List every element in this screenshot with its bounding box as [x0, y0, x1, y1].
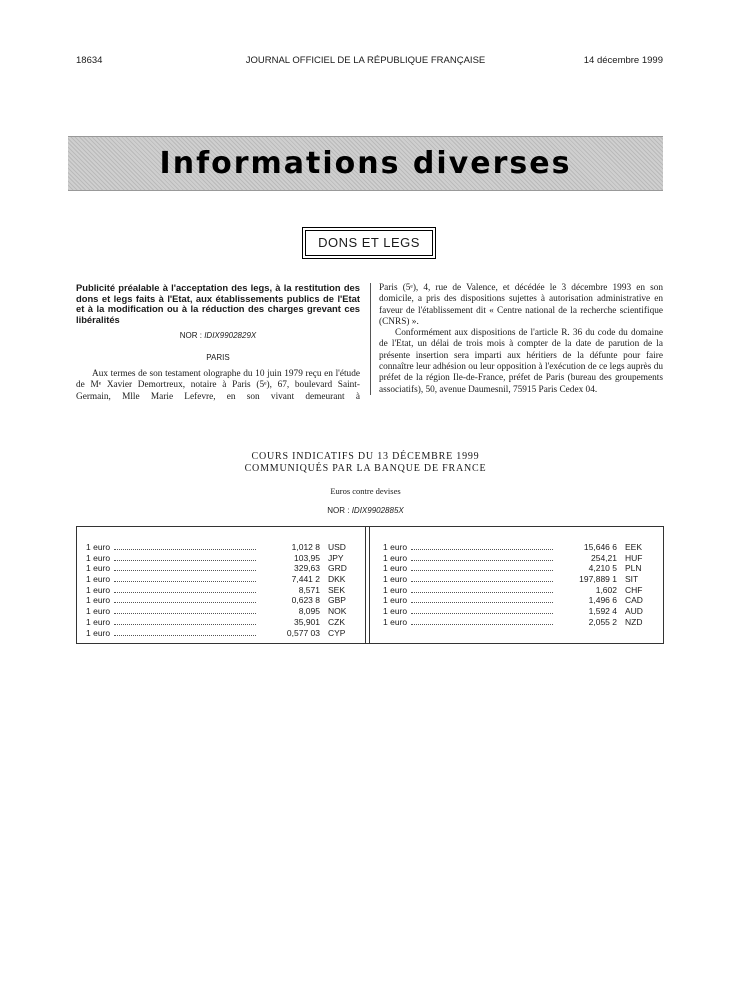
- rates-heading: [0, 451, 731, 475]
- exchange-rates-table: [76, 526, 664, 644]
- nor-code: IDIX9902885X: [351, 506, 404, 515]
- article-paragraph-2: Paris (5ᵉ), 4, rue de Valence, et décédée le 3 décembre 1993 en son domicile, a pris des dispositions sujettes à autorisation administrative en faveur de l'établissement dit « Centre national de la recherche scientifique (CNRS) ».: [379, 283, 663, 327]
- rate-value: 35,901: [294, 616, 320, 627]
- currency-code: EEK: [625, 542, 643, 552]
- rate-label: 1 euro: [383, 552, 408, 563]
- rate-label: 1 euro: [86, 627, 111, 638]
- rate-row: [383, 542, 655, 553]
- currency-code: GRD: [328, 563, 347, 574]
- currency-code: CHF: [625, 584, 643, 595]
- currency-code: PLN: [625, 563, 642, 574]
- rate-label: 1 euro: [86, 563, 111, 574]
- rates-nor: [0, 506, 731, 515]
- currency-code: JPY: [328, 552, 344, 563]
- leader-dots: [114, 624, 256, 625]
- article-nor: [76, 330, 360, 341]
- rate-value: 254,21: [591, 552, 617, 563]
- leader-dots: [114, 592, 256, 593]
- currency-code: HUF: [625, 552, 643, 563]
- leader-dots: [114, 602, 256, 603]
- rate-row: [383, 617, 655, 628]
- rate-value: 0,577 03: [286, 627, 320, 638]
- leader-dots: [114, 560, 256, 561]
- leader-dots: [411, 581, 553, 582]
- currency-code: AUD: [625, 606, 643, 617]
- currency-code: CYP: [328, 627, 346, 638]
- currency-code: GBP: [328, 595, 346, 606]
- rate-value: 1,592 4: [588, 606, 617, 617]
- rate-row: [383, 574, 655, 585]
- rate-label: 1 euro: [383, 616, 408, 627]
- rate-label: 1 euro: [383, 574, 408, 585]
- currency-code: NZD: [625, 616, 643, 627]
- rate-label: 1 euro: [86, 542, 111, 552]
- section-banner: [68, 136, 663, 191]
- rate-value: 197,889 1: [579, 574, 617, 585]
- rate-label: 1 euro: [383, 606, 408, 617]
- rate-value: 1,012 8: [291, 542, 320, 552]
- rate-value: 7,441 2: [291, 574, 320, 585]
- leader-dots: [411, 570, 553, 571]
- rates-column-left: [86, 542, 358, 638]
- rate-label: 1 euro: [86, 606, 111, 617]
- column-divider: [370, 283, 371, 395]
- leader-dots: [411, 592, 553, 593]
- currency-code: DKK: [328, 574, 346, 585]
- rate-row: [86, 574, 358, 585]
- rate-label: 1 euro: [86, 595, 111, 606]
- article-paragraph-1: Aux termes de son testament olographe du 10 juin 1979 reçu en l'étude de Mᵉ Xavier Demortreux, notaire à Paris (5ᵉ), 67, boulevard Saint-Germain, Mlle Marie Lefevre, en son vivant demeurant à: [76, 368, 360, 402]
- rate-label: 1 euro: [86, 552, 111, 563]
- rate-row: [86, 595, 358, 606]
- leader-dots: [114, 613, 256, 614]
- rate-label: 1 euro: [86, 616, 111, 627]
- rate-row: [86, 553, 358, 564]
- section-heading-box: [305, 230, 433, 256]
- rate-row: [383, 553, 655, 564]
- rate-value: 15,646 6: [583, 542, 617, 552]
- currency-code: CAD: [625, 595, 643, 606]
- rate-row: [383, 563, 655, 574]
- banner-title: Informations diverses: [159, 146, 572, 181]
- page-number: 18634: [76, 55, 103, 66]
- rate-value: 2,055 2: [588, 616, 617, 627]
- article-place: PARIS: [206, 352, 230, 362]
- leader-dots: [114, 635, 256, 636]
- rate-value: 1,496 6: [588, 595, 617, 606]
- rate-row: [383, 606, 655, 617]
- section-title: DONS ET LEGS: [318, 235, 420, 250]
- rate-value: 8,571: [298, 584, 320, 595]
- rate-label: 1 euro: [383, 595, 408, 606]
- leader-dots: [411, 602, 553, 603]
- nor-label: NOR :: [179, 331, 202, 341]
- article-right-column: [379, 283, 663, 396]
- article-title: Publicité préalable à l'acceptation des legs, à la restitution des dons et legs faits à l'Etat, aux établissements publics de l'Etat et à la modification ou à la réduction des charges grevant ces libéralités: [76, 282, 360, 325]
- rates-subtitle: Euros contre devises: [330, 486, 401, 496]
- leader-dots: [114, 570, 256, 571]
- nor-label: NOR :: [327, 506, 350, 515]
- rate-row: [383, 585, 655, 596]
- rate-value: 4,210 5: [588, 563, 617, 574]
- rate-value: 103,95: [294, 552, 320, 563]
- currency-code: CZK: [328, 616, 345, 627]
- leader-dots: [411, 624, 553, 625]
- rate-row: [86, 563, 358, 574]
- rate-row: [383, 595, 655, 606]
- rate-row: [86, 542, 358, 553]
- rate-value: 0,623 8: [291, 595, 320, 606]
- rate-value: 1,602: [595, 584, 617, 595]
- article-left-column: [76, 283, 360, 403]
- currency-code: SEK: [328, 584, 346, 595]
- leader-dots: [411, 613, 553, 614]
- rate-row: [86, 628, 358, 639]
- leader-dots: [411, 549, 553, 550]
- article-paragraph-3: Conformément aux dispositions de l'article R. 36 du code du domaine de l'Etat, un délai de trois mois à compter de la date de parution de la présente insertion sera imparti aux héritiers de la défunte pour faire connaître leur adhésion ou leur opposition à l'exécution de ce legs auprès du préfet de la région Ile-de-France, préfet de Paris (bureau des groupements associatifs), 50, avenue Daumesnil, 75915 Paris Cedex 04.: [379, 328, 663, 395]
- currency-code: USD: [328, 542, 346, 552]
- rates-title-line-2: COMMUNIQUÉS PAR LA BANQUE DE FRANCE: [244, 463, 487, 474]
- rate-row: [86, 606, 358, 617]
- leader-dots: [114, 581, 256, 582]
- rate-label: 1 euro: [383, 563, 408, 574]
- leader-dots: [411, 560, 553, 561]
- currency-code: SIT: [625, 574, 639, 585]
- rate-label: 1 euro: [383, 584, 408, 595]
- rate-label: 1 euro: [383, 542, 408, 552]
- rates-title-line-1: COURS INDICATIFS DU 13 DÉCEMBRE 1999: [251, 451, 480, 462]
- table-divider: [365, 527, 370, 643]
- rate-value: 329,63: [294, 563, 320, 574]
- rate-value: 8,095: [298, 606, 320, 617]
- rate-row: [86, 585, 358, 596]
- leader-dots: [114, 549, 256, 550]
- rate-row: [86, 617, 358, 628]
- rate-label: 1 euro: [86, 574, 111, 585]
- currency-code: NOK: [328, 606, 347, 617]
- rates-column-right: [383, 542, 655, 628]
- rate-label: 1 euro: [86, 584, 111, 595]
- journal-title: JOURNAL OFFICIEL DE LA RÉPUBLIQUE FRANÇAISE: [245, 55, 486, 66]
- header-date: 14 décembre 1999: [583, 55, 663, 66]
- nor-code: IDIX9902829X: [204, 331, 257, 341]
